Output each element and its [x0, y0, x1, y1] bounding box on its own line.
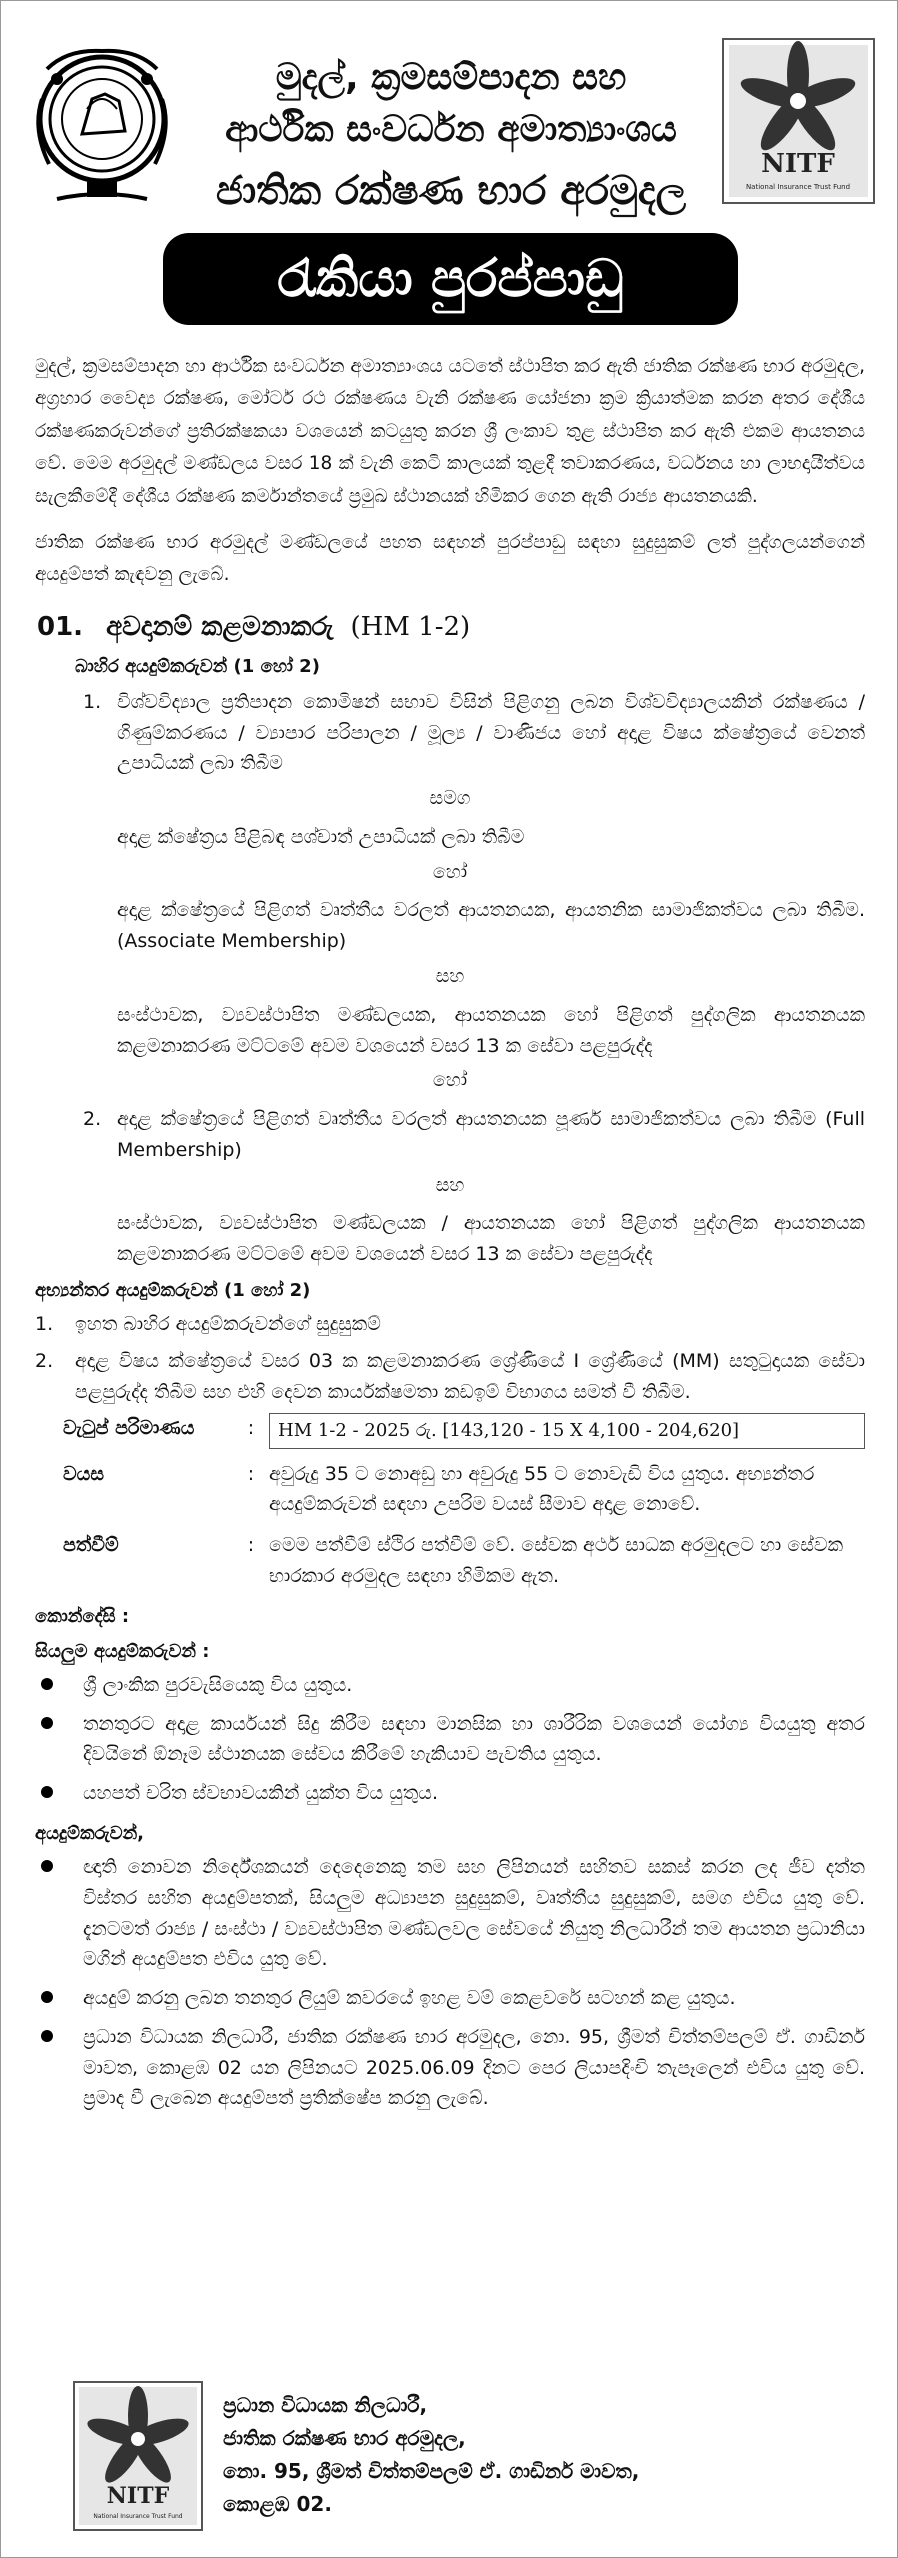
vacancies-banner: රැකියා පුරප්පාඩු — [163, 233, 738, 325]
conditions-heading: කොන්දේසි : — [35, 1605, 130, 1627]
salary-label: වැටුප් පරිමාණය — [63, 1417, 195, 1440]
age-label: වයස — [63, 1462, 104, 1485]
nitf-flower-icon — [721, 37, 876, 205]
svg-text:NITF: NITF — [106, 2483, 170, 2509]
intro-paragraph: මුදල්, ක්‍රමසම්පාදන හා ආර්ථික සංවර්ධන අමාත්‍යාංශය යටතේ ස්ථාපිත කර ඇති ජාතික රක්ෂණ භාර අරමුදල, අග්‍රහාර වෛද්‍ය රක්ෂණ, මෝටර් රථ රක්ෂණය වැනි රක්ෂණ යෝජනා ක්‍රම ක්‍රියාත්මක කරන අතර දේශීය රක්ෂණකරුවන්ගේ ප්‍රතිරක්ෂකයා වශයෙන් කටයුතු කරන ශ්‍රී ලංකාව තුළ ස්ථාපිත කර ඇති එකම ආයතනය වේ. මෙම අරමුදල් මණ්ඩලය වසර 18 ක් වැනි කෙටි කාලයක් තුළදී තවාකරණය, වර්ධනය හා ලාභදායීත්වය සැලකීමේදී දේශීය රක්ෂණ කර්මාන්තයේ ප්‍රමුඛ ස්ථානයක් හිමිකර ගෙන ඇති රාජ්‍ය ආයතනයකි. — [35, 356, 865, 507]
ministry-name-line2: ආර්ථික සංවර්ධන අමාත්‍යාංශය — [225, 109, 677, 150]
appointment-value: මෙම පත්වීම් ස්ථිර පත්වීම් වේ. සේවක අර්ථ සාධක අරමුදලට හා සේවක භාරකාර අරමුදල සඳහා හිමිකම ඇත. — [269, 1534, 844, 1587]
address-line2: ජාතික රක්ෂණ භාර අරමුදල, — [223, 2426, 466, 2450]
sri-lanka-emblem-icon — [27, 39, 177, 211]
address-line1: ප්‍රධාන විධායක නිලධාරී, — [223, 2393, 428, 2417]
list-item: තනතුරට අදාළ කාර්යයන් සිදු කිරීම සඳහා මානසික හා ශාරීරික වශයෙන් යෝග්‍ය වියයුතු අතර දිවයිනේ ඕනෑම ස්ථානයක සේවය කිරීමේ හැකියාව පැවතිය යුතුය. — [35, 1709, 865, 1771]
conjunction: හෝ — [432, 1069, 468, 1092]
vacancy-title: 01. අවදානම් කළමනාකරු (HM 1-2) — [37, 611, 471, 642]
bullet-icon — [41, 1860, 53, 1872]
age-row: වයස : අවුරුදු 35 ට නොඅඩු හා අවුරුදු 55 ට නොවැඩි විය යුතුය. අභ්‍යන්තර අයදුම්කරුවන් සඳහා උපරිම වයස් සීමාව අදාළ නොවේ. — [63, 1459, 865, 1521]
bullet-icon — [41, 1991, 53, 2003]
bullet-icon — [41, 1678, 53, 1690]
postgraduate-requirement: අදාළ ක්ෂේත්‍රය පිළිබඳ පශ්චාත් උපාධියක් ලබා තිබීම — [117, 825, 525, 848]
bullet-icon — [41, 1786, 53, 1798]
external-applicants-heading: බාහිර අයදුම්කරුවන් (1 හෝ 2) — [75, 655, 320, 677]
external-criterion-2: 2. අදාළ ක්ෂේත්‍රයේ පිළිගත් වෘත්තීය වරලත් ආයතනයක පූර්ණ සාමාජිකත්වය ලබා තිබීම (Full Membership) — [83, 1108, 865, 1161]
nitf-logo-top — [721, 37, 876, 205]
list-item: ප්‍රධාන විධායක නිලධාරී, ජාතික රක්ෂණ භාර අරමුදල, නො. 95, ශ්‍රීමත් චිත්තම්පලම් ඒ. ගාඩිනර් මාවත, කොළඹ 02 යන ලිපිනයට 2025.06.09 දිනට පෙර ලියාපදිංචි තැපෑලෙන් එවිය යුතු වේ. ප්‍රමාද වී ලැබෙන අයදුම්පත් ප්‍රතික්ෂේප කරනු ලැබේ. — [35, 2022, 865, 2114]
address-line4: කොළඹ 02. — [223, 2492, 332, 2516]
external-criterion-1: 1. විශ්වවිද්‍යාල ප්‍රතිපාදන කොමිෂන් සභාව විසින් පිළිගනු ලබන විශ්වවිද්‍යාලයකින් රක්ෂණය / ගිණුම්කරණය / ව්‍යාපාර පරිපාලන / මූල්‍ය / වාණිජය හෝ අදාළ විෂය ක්ෂේත්‍රයේ වෙනත් උපාධියක් ලබා තිබීම — [83, 690, 865, 775]
applicants-heading: අයදුම්කරුවන්, — [35, 1822, 145, 1844]
internal-criterion-2: 2. අදාළ විෂය ක්ෂේත්‍රයේ වසර 03 ක කළමනාකරණ ශ්‍රේණියේ I ශ්‍රේණියේ (MM) සතුටුදායක සේවා පළපුරුද්ද තිබීම සහ එහි දෙවන කාර්යක්ෂමතා කඩඉම් විභාගය සමත් වී තිබීම. — [35, 1349, 865, 1403]
invitation-paragraph: ජාතික රක්ෂණ භාර අරමුදල් මණ්ඩලයේ පහත සඳහන් පුරප්පාඩු සඳහා සුදුසුකම් ලත් පුද්ගලයන්ගෙන් අයදුම්පත් කැඳවනු ලැබේ. — [35, 531, 865, 586]
body-content — [35, 351, 865, 2122]
nitf-logo-caption: National Insurance Trust Fund — [745, 183, 851, 191]
appointment-label: පත්වීම් — [63, 1534, 119, 1557]
age-value: අවුරුදු 35 ට නොඅඩු හා අවුරුදු 55 ට නොවැඩි විය යුතුය. අභ්‍යන්තර අයදුම්කරුවන් සඳහා උපරිම වයස් සීමාව අදාළ නොවේ. — [269, 1462, 815, 1516]
address — [223, 2389, 639, 2521]
experience-requirement-1: සංස්ථාවක, ව්‍යවස්ථාපිත මණ්ඩලයක, ආයතනයක හෝ පිළිගත් පුද්ගලික ආයතනයක කළමනාකරණ මට්ටමේ අවම වශයෙන් වසර 13 ක සේවා පළපුරුද්ද — [117, 1003, 865, 1057]
ministry-name-line1: මුදල්, ක්‍රමසම්පාදන සහ — [275, 57, 627, 98]
footer-address-block — [73, 2381, 833, 2541]
experience-requirement-2: සංස්ථාවක, ව්‍යවස්ථාපිත මණ්ඩලයක / ආයතනයක හෝ පිළිගත් පුද්ගලික ආයතනයක කළමනාකරණ මට්ටමේ අවම වශයෙන් වසර 13 ක සේවා පළපුරුද්ද — [117, 1212, 865, 1266]
svg-text:National Insurance Trust Fund: National Insurance Trust Fund — [93, 2513, 183, 2520]
header — [1, 1, 898, 341]
list-item: ශ්‍රී ලාංකික පුරවැසියෙකු විය යුතුය. — [35, 1670, 865, 1701]
fund-name: ජාතික රක්ෂණ භාර අරමුදල — [215, 168, 687, 214]
address-line3: නො. 95, ශ්‍රීමත් චිත්තම්පලම් ඒ. ගාඩිනර් මාවත, — [223, 2459, 640, 2483]
conjunction: සහ — [435, 1173, 465, 1196]
internal-applicants-heading: අභ්‍යන්තර අයදුම්කරුවන් (1 හෝ 2) — [35, 1279, 311, 1301]
nitf-logo-label: NITF — [761, 149, 835, 179]
nitf-logo-bottom-icon — [73, 2381, 203, 2531]
list-item: අයදුම් කරනු ලබන තනතුර ලියුම් කවරයේ ඉහළ වම් කෙළවරේ සටහන් කළ යුතුය. — [35, 1983, 865, 2014]
bullet-icon — [41, 1717, 53, 1729]
all-applicants-heading: සියලුම අයදුම්කරුවන් : — [35, 1640, 210, 1662]
salary-row: වැටුප් පරිමාණය : HM 1-2 - 2025 රු. [143,120 - 15 X 4,100 - 204,620] — [63, 1413, 865, 1448]
list-item: ඥාති නොවන නිර්දේශකයන් දෙදෙනෙකු තම සහ ලිපිනයන් සහිතව සකස් කරන ලද ජීව දත්ත විස්තර සහිත අයදුම්පතක්, සියලුම අධ්‍යාපන සුදුසුකම්, වෘත්තීය සුදුසුකම්, සමග එවිය යුතු වේ. දැනටමත් රාජ්‍ය / සංස්ථා / ව්‍යවස්ථාපිත මණ්ඩලවල සේවයේ නියුතු නිලධාරීන් තම ආයතන ප්‍රධානියා මගින් අයදුම්පත එවිය යුතු වේ. — [35, 1852, 865, 1975]
list-item: යහපත් චරිත ස්වභාවයකින් යුක්ත විය යුතුය. — [35, 1778, 865, 1809]
internal-criterion-1: 1. ඉහත බාහිර අයදුම්කරුවන්ගේ සුදුසුකම් — [35, 1313, 381, 1336]
conjunction: හෝ — [432, 860, 468, 883]
appointment-row: පත්වීම් : මෙම පත්වීම් ස්ථිර පත්වීම් වේ. සේවක අර්ථ සාධක අරමුදලට හා සේවක භාරකාර අරමුදල සඳහා හිමිකම ඇත. — [63, 1530, 865, 1592]
associate-membership-requirement: අදාළ ක්ෂේත්‍රයේ පිළිගත් වෘත්තීය වරලත් ආයතනයක, ආයතනික සාමාජිකත්වය ලබා තිබීම. (Associate Membership) — [117, 899, 865, 953]
bullet-icon — [41, 2030, 53, 2042]
salary-scale: HM 1-2 - 2025 රු. [143,120 - 15 X 4,100 - 204,620] — [269, 1413, 865, 1448]
conjunction: සහ — [435, 965, 465, 988]
conjunction: සමග — [429, 787, 471, 810]
